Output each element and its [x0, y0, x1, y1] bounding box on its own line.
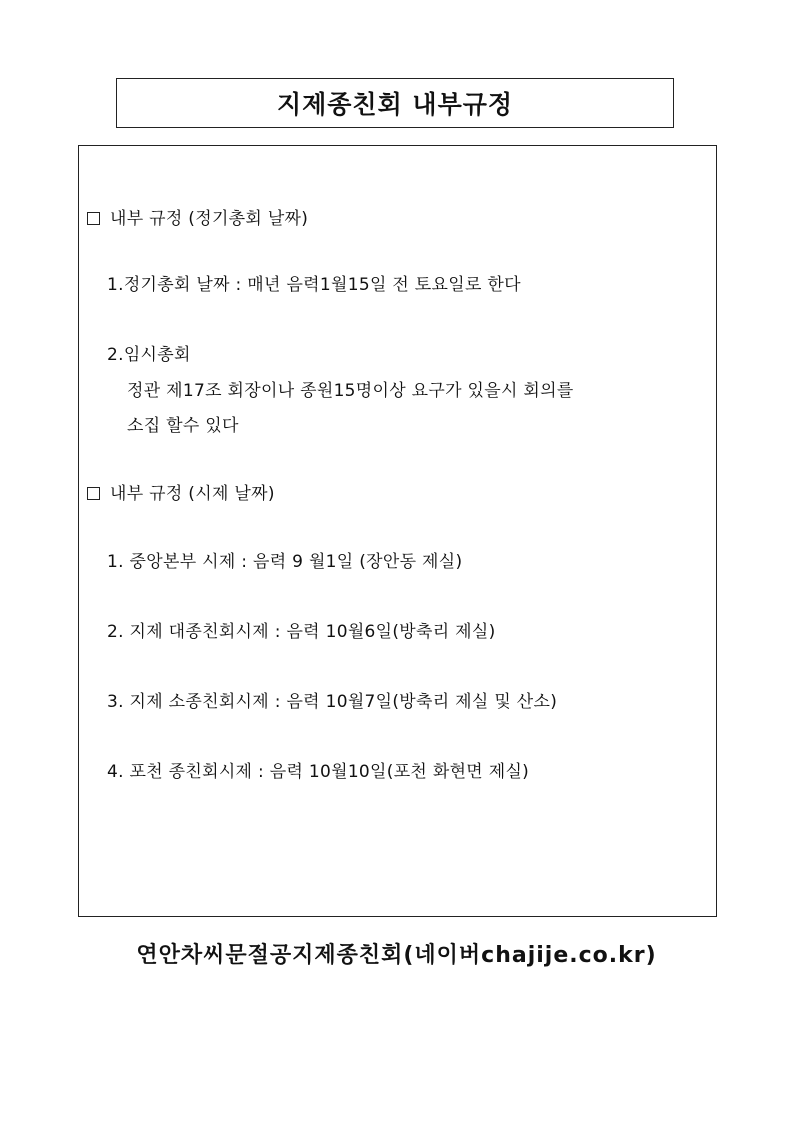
extraordinary-meeting-rule-line1: 정관 제17조 회장이나 종원15명이상 요구가 있을시 회의를: [127, 381, 574, 401]
title-box: [116, 78, 674, 128]
footer-organization: 연안차씨문절공지제종친회(네이버chajije.co.kr): [136, 943, 657, 968]
section-heading-general-meeting: 내부 규정 (정기총회 날짜): [87, 209, 308, 229]
regulations-box: [78, 145, 717, 917]
document-title: 지제종친회 내부규정: [276, 90, 514, 119]
rite-item-pocheon: 4. 포천 종친회시제 : 음력 10월10일(포천 화현면 제실): [107, 762, 530, 782]
checkbox-square-icon: [87, 487, 100, 500]
regular-meeting-date-item: 1.정기총회 날짜 : 매년 음력1월15일 전 토요일로 한다: [107, 275, 521, 295]
extraordinary-meeting-rule-line2: 소집 할수 있다: [127, 416, 239, 436]
rite-item-minor-clan: 3. 지제 소종친회시제 : 음력 10월7일(방축리 제실 및 산소): [107, 692, 558, 712]
section-heading-memorial-rites: 내부 규정 (시제 날짜): [87, 484, 275, 504]
extraordinary-meeting-label: 2.임시총회: [107, 345, 191, 365]
rite-item-central: 1. 중앙본부 시제 : 음력 9 월1일 (장안동 제실): [107, 552, 463, 572]
checkbox-square-icon: [87, 212, 100, 225]
rite-item-grand-clan: 2. 지제 대종친회시제 : 음력 10월6일(방축리 제실): [107, 622, 496, 642]
